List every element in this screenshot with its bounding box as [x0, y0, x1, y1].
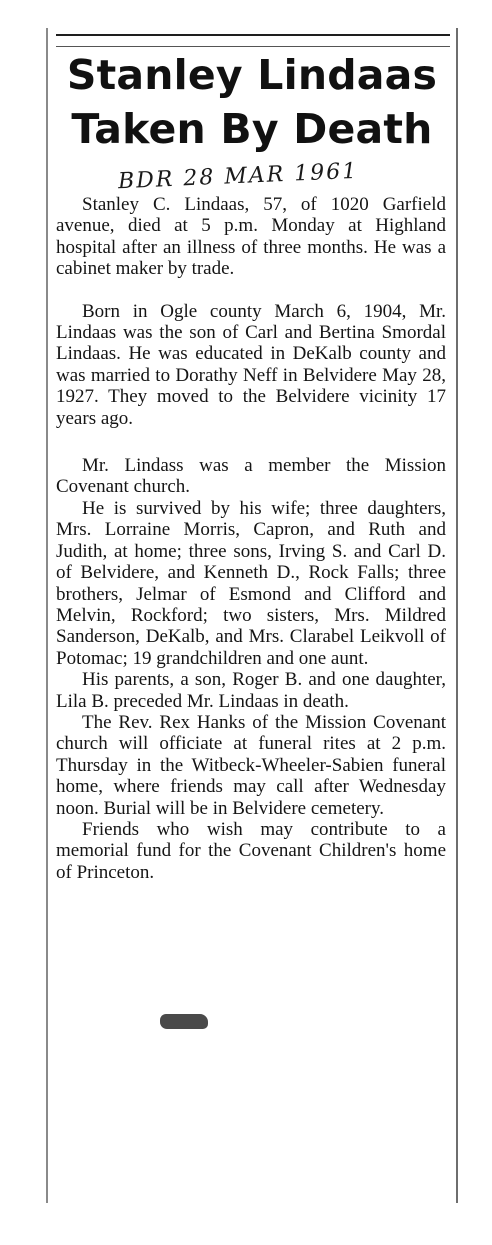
headline-line-2: Taken By Death [71, 105, 433, 153]
obituary-body [56, 194, 446, 883]
top-rule [56, 34, 450, 36]
newspaper-clipping [46, 28, 458, 1203]
handwritten-date-note: BDR 28 MAR 1961 [117, 158, 359, 195]
paragraph-preceded-in-death: His parents, a son, Roger B. and one daughter, Lila B. preceded Mr. Lindaas in death. [56, 669, 446, 712]
paragraph-funeral-services: The Rev. Rex Hanks of the Mission Covenant church will officiate at funeral rites at 2 p.m. Thursday in the Witbeck-Wheeler-Sabien funeral home, where friends may call after Wednesday noon. Burial will be in Belvidere cemetery. [56, 711, 446, 819]
obituary-headline [48, 48, 456, 156]
paragraph-memorial-fund: Friends who wish may contribute to a memorial fund for the Covenant Children's home of Princeton. [56, 818, 446, 883]
ink-smudge [160, 1014, 208, 1029]
top-rule-thin [56, 46, 450, 47]
paragraph-survivors: He is survived by his wife; three daughters, Mrs. Lorraine Morris, Capron, and Ruth and Judith, at home; three sons, Irving S. and Carl D. of Belvidere, and Kenneth D., Rock Falls; three brothers, Jelmar of Esmond and Clifford and Melvin, Rockford; two sisters, Mrs. Mildred Sanderson, DeKalb, and Mrs. Clarabel Leikvoll of Potomac; 19 grandchildren and one aunt. [56, 497, 446, 669]
headline-line-1: Stanley Lindaas [66, 51, 438, 99]
paragraph-death-notice: Stanley C. Lindaas, 57, of 1020 Garfield avenue, died at 5 p.m. Monday at Highland hospital after an illness of three months. He was a cabinet maker by trade. [56, 194, 446, 280]
paragraph-church-membership: Mr. Lindass was a member the Mission Covenant church. [56, 455, 446, 498]
paragraph-biography: Born in Ogle county March 6, 1904, Mr. Lindaas was the son of Carl and Bertina Smordal Lindaas. He was educated in DeKalb county and was married to Dorathy Neff in Belvidere May 28, 1927. They moved to the Belvidere vicinity 17 years ago. [56, 300, 446, 429]
